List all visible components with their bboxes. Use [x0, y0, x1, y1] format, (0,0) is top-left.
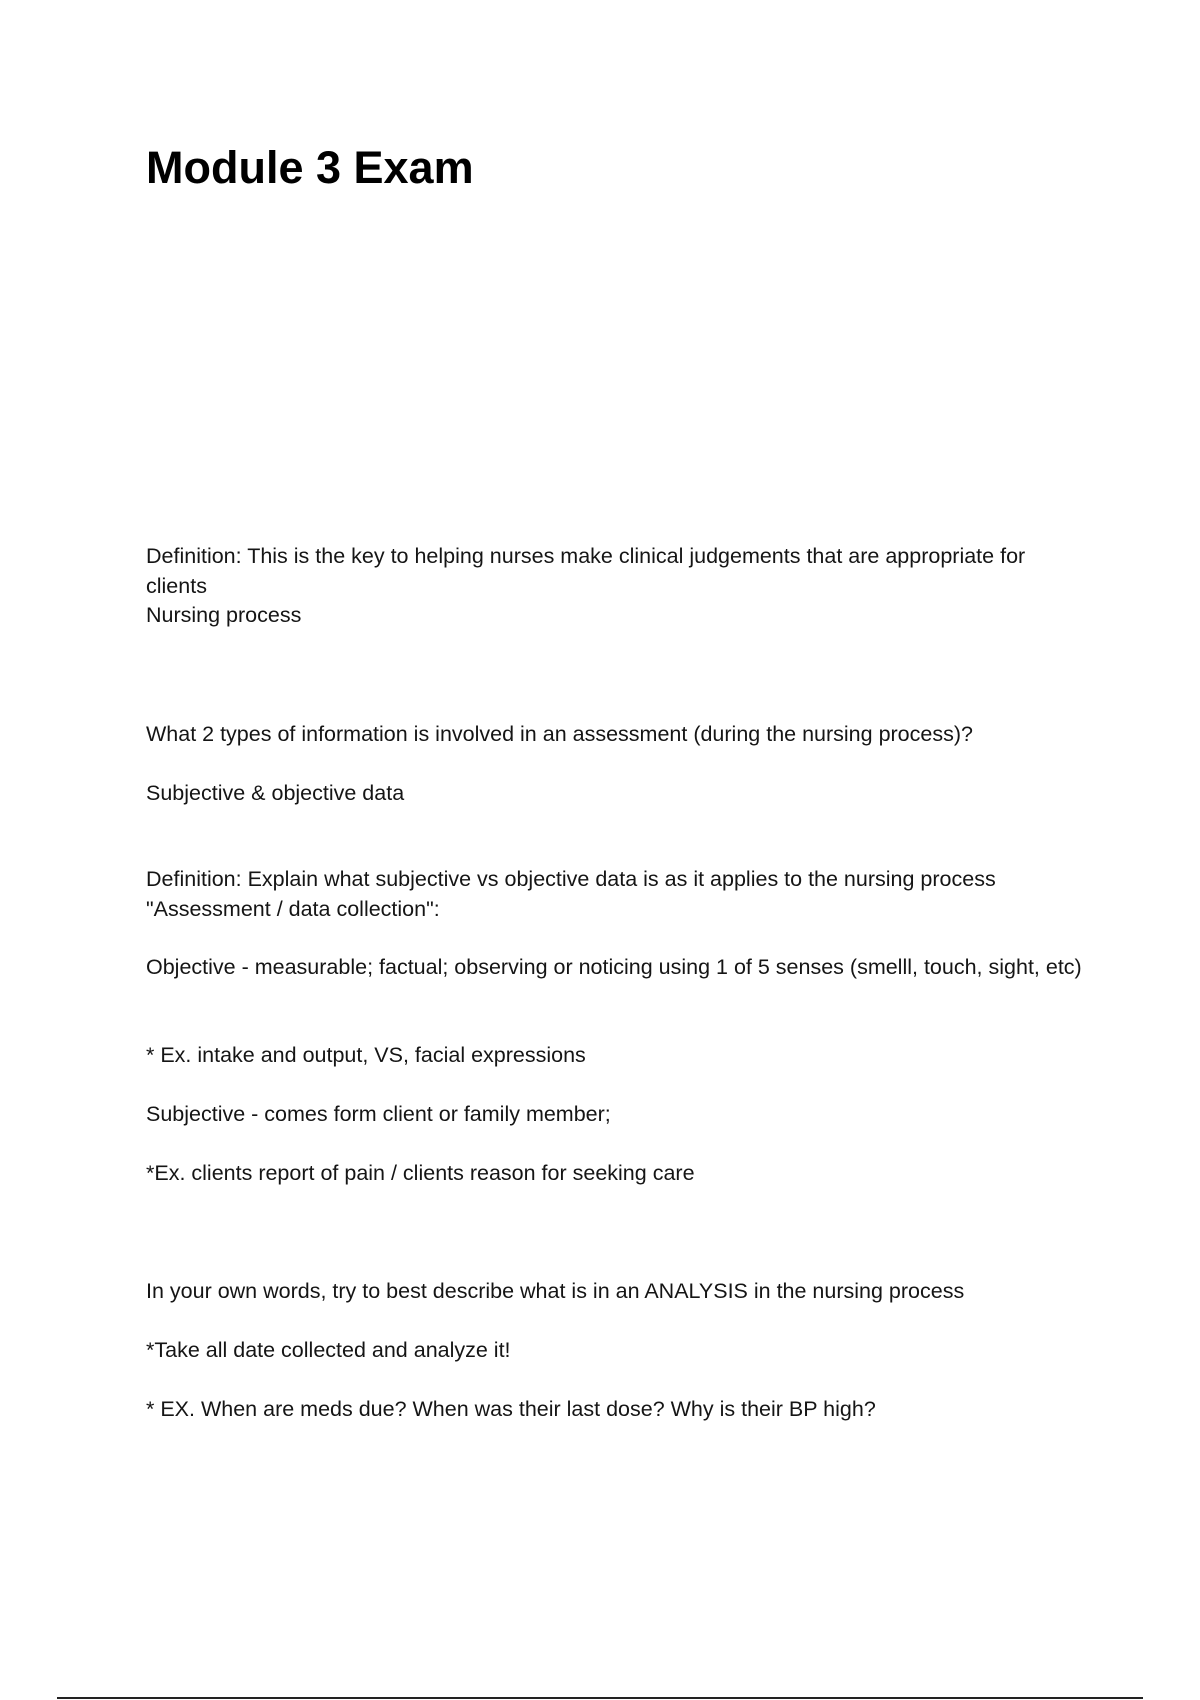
answer-text: Objective - measurable; factual; observing or noticing using 1 of 5 senses (smelll, touch, sight, etc) — [146, 955, 1082, 979]
answer-text: * EX. When are meds due? When was their last dose? Why is their BP high? — [146, 1397, 876, 1421]
card-3-answer-objective-example — [146, 1040, 1086, 1070]
card-3-answer-subjective-example — [146, 1158, 1086, 1188]
card-4-question — [146, 1276, 1086, 1306]
answer-text: Subjective & objective data — [146, 781, 405, 805]
card-4-answer-example — [146, 1394, 1086, 1424]
card-1-question — [146, 541, 1086, 601]
answer-text: *Ex. clients report of pain / clients reason for seeking care — [146, 1161, 695, 1185]
question-text: What 2 types of information is involved in an assessment (during the nursing process)? — [146, 722, 973, 746]
question-text: In your own words, try to best describe what is in an ANALYSIS in the nursing process — [146, 1279, 965, 1303]
card-2-question — [146, 719, 1086, 749]
answer-text: * Ex. intake and output, VS, facial expressions — [146, 1043, 586, 1067]
answer-text: Nursing process — [146, 603, 302, 627]
question-text: Definition: This is the key to helping nurses make clinical judgements that are appropriate for clients — [146, 544, 1032, 598]
page-title: Module 3 Exam — [146, 142, 474, 193]
answer-text: *Take all date collected and analyze it! — [146, 1338, 511, 1362]
card-2-answer — [146, 778, 1086, 808]
card-3-answer-objective — [146, 952, 1091, 982]
card-3-question — [146, 864, 1046, 924]
answer-text: Subjective - comes form client or family member; — [146, 1102, 611, 1126]
question-text: Definition: Explain what subjective vs objective data is as it applies to the nursing process "Assessment / data collection": — [146, 867, 1002, 921]
page-bottom-divider — [57, 1697, 1143, 1699]
card-3-answer-subjective — [146, 1099, 1086, 1129]
card-4-answer-analysis — [146, 1335, 1086, 1365]
card-1-answer — [146, 600, 1086, 630]
